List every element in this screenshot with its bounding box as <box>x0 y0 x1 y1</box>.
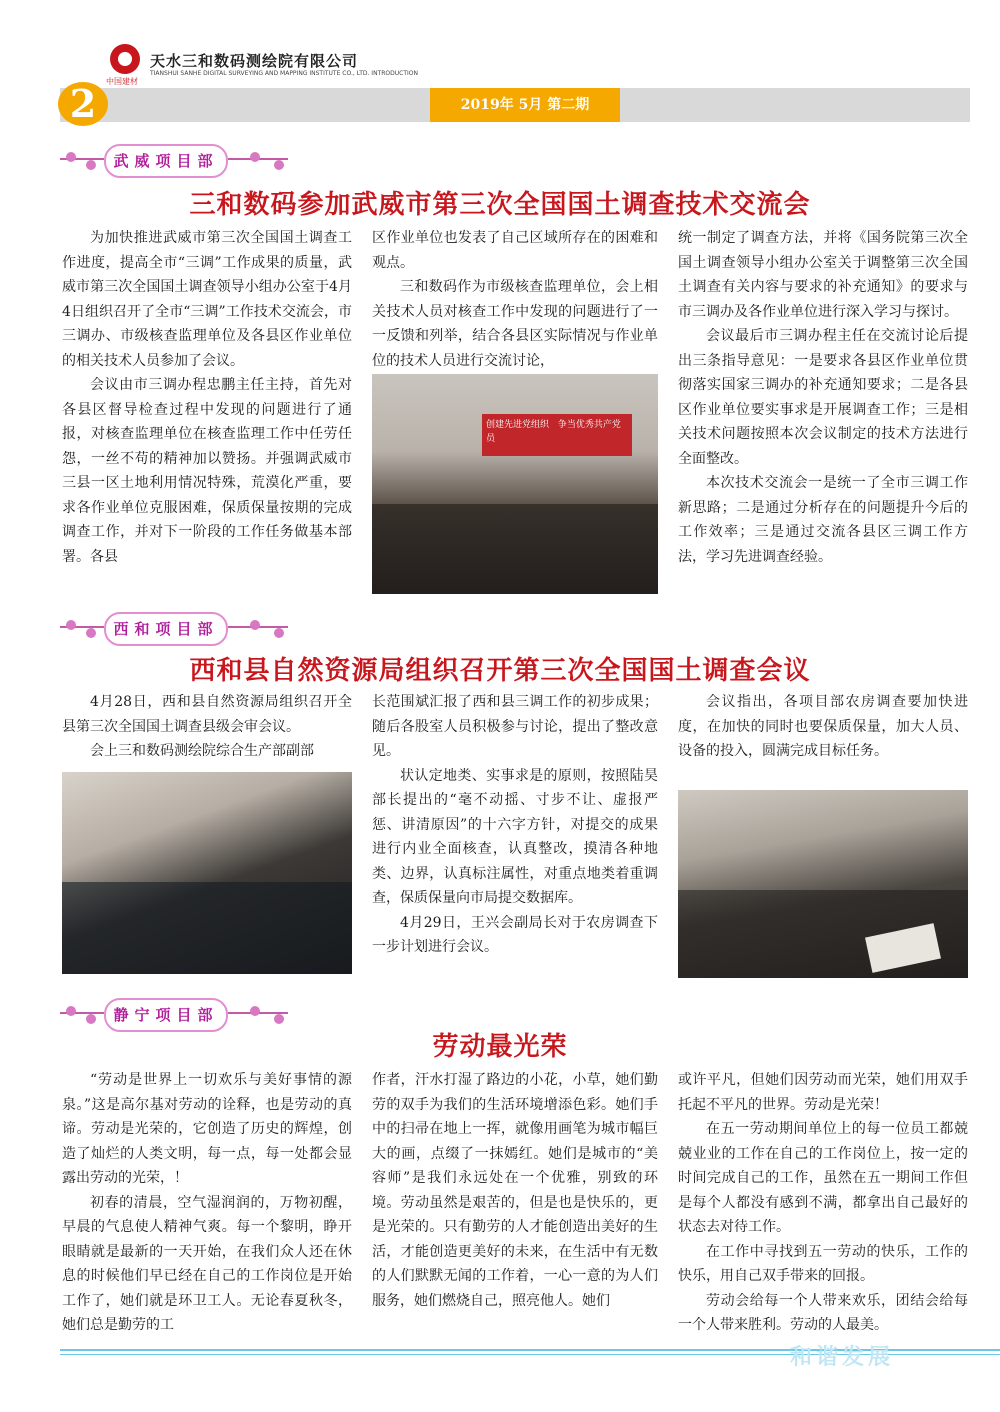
flower-icon <box>86 628 96 638</box>
article3-col3 <box>678 1068 968 1338</box>
logo-subtitle: 中国建材 <box>106 77 138 86</box>
section-tag-label: 西和项目部 <box>104 612 228 646</box>
section-tag-xihe <box>60 612 300 644</box>
photo-banner-text: 争当优秀共产党员 <box>486 420 621 444</box>
article-title-3: 劳动最光荣 <box>432 1032 568 1062</box>
paragraph: 本次技术交流会一是统一了全市三调工作新思路；二是通过分析存在的问题提升今后的工作效率；三是通过交流各县区三调工作方法，学习先进调查经验。 <box>678 475 968 565</box>
article3-col1 <box>62 1068 352 1338</box>
paragraph: 劳动会给每一个人带来欢乐，团结会给每一个人带来胜利。劳动的人最美。 <box>678 1292 968 1333</box>
article-title-2: 西和县自然资源局组织召开第三次全国国土调查会议 <box>189 656 811 686</box>
footer-decoration: 和谐发展 <box>790 1345 895 1370</box>
paragraph: 状认定地类、实事求是的原则，按照陆昊部长提出的“毫不动摇、寸步不让、虚报严惩、讲清原因”的十六字方针，对提交的成果进行内业全面核查，认真整改，摸清各种地类、边界，认真标注属性，对重点地类着重调查，保质保量向市局提交数据库。 <box>372 767 658 906</box>
section-tag-label: 静宁项目部 <box>104 998 228 1032</box>
paragraph: 作者，汗水打湿了路边的小花，小草，她们勤劳的双手为我们的生活环境增添色彩。她们手中的扫帚在地上一挥，就像用画笔为城市幅巨大的画，点缀了一抹嫣红。她们是城市的“美容师”是我们永远处在一个优雅，别致的环境。劳动虽然是艰苦的，但是也是快乐的，更是光荣的。只有勤劳的人才能创造出美好的生活，才能创造更美好的未来，在生活中有无数的人们默默无闻的工作着，一心一意的为人们服务，她们燃烧自己，照亮他人。她们 <box>372 1072 658 1309</box>
paragraph: 三和数码作为市级核查监理单位，会上相关技术人员对核查工作中发现的问题进行了一一反馈和列举，结合各县区实际情况与作业单位的技术人员进行交流讨论， <box>372 279 658 369</box>
flower-icon <box>86 160 96 170</box>
meeting-photo-2 <box>62 772 352 974</box>
paragraph: 区作业单位也发表了自己区域所存在的困难和观点。 <box>372 230 658 271</box>
paragraph: 统一制定了调查方法，并将《国务院第三次全国土调查领导小组办公室关于调整第三次全国土调查有关内容与要求的补充通知》的要求与市三调办及各作业单位进行深入学习与探讨。 <box>678 230 968 320</box>
article2-col1 <box>62 690 352 764</box>
paragraph: 长范围斌汇报了西和县三调工作的初步成果；随后各股室人员积极参与讨论，提出了整改意见。 <box>372 694 658 759</box>
article-title-1: 三和数码参加武威市第三次全国国土调查技术交流会 <box>189 190 811 220</box>
paragraph: 或许平凡，但她们因劳动而光荣，她们用双手托起不平凡的世界。劳动是光荣！ <box>678 1072 968 1113</box>
meeting-photo-3 <box>678 790 968 978</box>
paragraph: 会上三和数码测绘院综合生产部副部 <box>90 743 314 759</box>
photo-table-shadow <box>62 882 352 974</box>
photo-banner <box>482 414 632 456</box>
article2-col2 <box>372 690 658 960</box>
company-logo-icon <box>110 44 140 74</box>
article3-col2 <box>372 1068 658 1313</box>
flower-icon <box>250 1006 260 1016</box>
photo-banner-text: 创建先进党组织 <box>486 420 550 430</box>
flower-icon <box>250 620 260 630</box>
meeting-photo-1 <box>372 374 658 594</box>
paragraph: 会议最后市三调办程主任在交流讨论后提出三条指导意见：一是要求各县区作业单位贯彻落实国家三调办的补充通知要求；二是各县区作业单位要实事求是开展调查工作；三是相关技术问题按照本次会议制定的技术方法进行全面整改。 <box>678 328 968 467</box>
flower-icon <box>86 1014 96 1024</box>
paragraph: 为加快推进武威市第三次全国国土调查工作进度，提高全市“三调”工作成果的质量，武威市第三次全国国土调查领导小组办公室于4月4日组织召开了全市“三调”工作技术交流会，市三调办、市级核查监理单位及各县区作业单位的相关技术人员参加了会议。 <box>62 230 352 369</box>
paragraph: 在工作中寻找到五一劳动的快乐，工作的快乐，用自己双手带来的回报。 <box>678 1243 968 1284</box>
flower-icon <box>66 620 76 630</box>
flower-icon <box>66 1006 76 1016</box>
article1-col3 <box>678 226 968 569</box>
paragraph: 初春的清晨，空气湿润润的，万物初醒，早晨的气息使人精神气爽。每一个黎明，睁开眼睛就是最新的一天开始，在我们众人还在休息的时候他们早已经在自己的工作岗位是开始工作了，她们就是环卫工人。无论春夏秋冬，她们总是勤劳的工 <box>62 1194 352 1333</box>
paragraph: 会议指出，各项目部农房调查要加快进度，在加快的同时也要保质保量，加大人员、设备的投入，圆满完成目标任务。 <box>678 694 968 759</box>
flower-icon <box>66 152 76 162</box>
paragraph: 4月28日，西和县自然资源局组织召开全县第三次全国国土调查县级会审会议。 <box>62 694 352 735</box>
paragraph: 会议由市三调办程忠鹏主任主持，首先对各县区督导检查过程中发现的问题进行了通报，对核查监理单位在核查监理工作中任劳任怨，一丝不苟的精神加以赞扬。并强调武威市三县一区土地利用情况特殊，荒漠化严重，要求各作业单位克服困难，保质保量按期的完成调查工作，并对下一阶段的工作任务做基本部署。各县 <box>62 377 352 565</box>
issue-label: 2019年 5月 第二期 <box>430 88 620 122</box>
page-number: 2 <box>58 82 108 126</box>
company-name: 天水三和数码测绘院有限公司 <box>150 52 359 70</box>
flower-icon <box>274 1014 284 1024</box>
article2-col3 <box>678 690 968 764</box>
section-tag-label: 武威项目部 <box>104 144 228 178</box>
paragraph: “劳动是世界上一切欢乐与美好事情的源泉。”这是高尔基对劳动的诠释，也是劳动的真谛。劳动是光荣的，它创造了历史的辉煌，创造了灿烂的人类文明，每一点，每一处都会显露出劳动的光荣，！ <box>62 1072 352 1186</box>
paragraph: 4月29日，王兴会副局长对于农房调查下一步计划进行会议。 <box>372 914 658 955</box>
company-name-en: TIANSHUI SANHE DIGITAL SURVEYING AND MAPPING INSTITUTE CO., LTD. INTRODUCTION <box>150 70 418 77</box>
article1-col2 <box>372 226 658 373</box>
photo-people-shadow <box>372 504 658 594</box>
article1-col1 <box>62 226 352 569</box>
flower-icon <box>274 160 284 170</box>
section-tag-wuwei <box>60 144 300 176</box>
flower-icon <box>250 152 260 162</box>
flower-icon <box>274 628 284 638</box>
paragraph: 在五一劳动期间单位上的每一位员工都兢兢业业的工作在自己的工作岗位上，按一定的时间完成自己的工作，虽然在五一期间工作但是每个人都没有感到不满，都拿出自己最好的状态去对待工作。 <box>678 1121 968 1235</box>
